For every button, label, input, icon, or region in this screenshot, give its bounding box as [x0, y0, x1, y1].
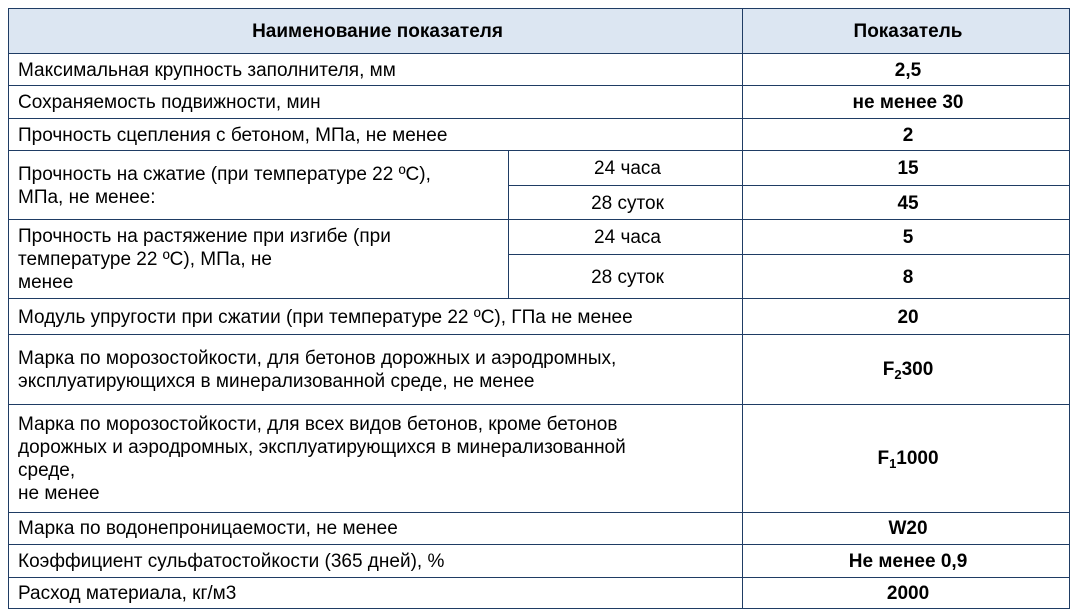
row-sub-label: 28 суток	[509, 185, 743, 219]
row-name: Расход материала, кг/м3	[9, 578, 743, 609]
row-name	[9, 404, 743, 512]
row-name-line: Марка по морозостойкости, для всех видов бетонов, кроме бетонов	[18, 413, 618, 435]
row-name-line: не менее	[18, 482, 100, 504]
value-subscript: 1	[889, 456, 897, 472]
table-row	[9, 54, 1070, 86]
value-prefix: F	[882, 359, 895, 381]
row-value: W20	[743, 512, 1070, 544]
row-name: Максимальная крупность заполнителя, мм	[9, 54, 743, 86]
row-name-line: дорожных и аэродромных, эксплуатирующихся в минерализованной	[18, 436, 626, 458]
table-row	[9, 299, 1070, 335]
row-value: 2000	[743, 578, 1070, 609]
row-name-line: Прочность на сжатие (при температуре 22 ºС),	[18, 163, 431, 185]
row-value: 15	[743, 151, 1070, 185]
row-name	[9, 334, 743, 404]
row-name-line: Марка по морозостойкости, для бетонов дорожных и аэродромных,	[18, 347, 617, 369]
table-row	[9, 544, 1070, 577]
table-row	[9, 220, 1070, 254]
value-rest: 300	[901, 359, 934, 381]
row-value: не менее 30	[743, 86, 1070, 118]
row-value	[743, 404, 1070, 512]
table-row	[9, 86, 1070, 118]
row-name-line: МПа, не менее:	[18, 186, 156, 208]
row-value: 20	[743, 299, 1070, 335]
row-name-line: Прочность на растяжение при изгибе (при	[18, 226, 391, 248]
row-value: 2,5	[743, 54, 1070, 86]
row-name: Сохраняемость подвижности, мин	[9, 86, 743, 118]
row-name-line: менее	[18, 272, 74, 294]
table-row	[9, 151, 1070, 185]
header-row	[9, 9, 1070, 54]
row-name	[9, 151, 509, 220]
row-name: Модуль упругости при сжатии (при температуре 22 ºС), ГПа не менее	[9, 299, 743, 335]
row-name	[9, 220, 509, 299]
row-value: 2	[743, 118, 1070, 150]
row-value: 5	[743, 220, 1070, 254]
header-name: Наименование показателя	[9, 9, 743, 54]
table-row	[9, 118, 1070, 150]
row-name-line: эксплуатирующихся в минерализованной среде, не менее	[18, 370, 535, 392]
row-sub-label: 24 часа	[509, 220, 743, 254]
row-sub-label: 24 часа	[509, 151, 743, 185]
row-value: Не менее 0,9	[743, 544, 1070, 577]
table-row	[9, 578, 1070, 609]
table-row	[9, 512, 1070, 544]
table-row	[9, 334, 1070, 404]
row-name-line: среде,	[18, 459, 76, 481]
row-value: 45	[743, 185, 1070, 219]
properties-table	[8, 8, 1070, 609]
header-value: Показатель	[743, 9, 1070, 54]
value-subscript: 2	[894, 367, 902, 383]
row-name-line: температуре 22 ºС), МПа, не	[18, 249, 272, 271]
row-sub-label: 28 суток	[509, 254, 743, 299]
row-name: Прочность сцепления с бетоном, МПа, не менее	[9, 118, 743, 150]
table-row	[9, 404, 1070, 512]
row-name: Марка по водонепроницаемости, не менее	[9, 512, 743, 544]
value-rest: 1000	[896, 448, 939, 470]
value-prefix: F	[877, 448, 890, 470]
row-value: 8	[743, 254, 1070, 299]
row-value	[743, 334, 1070, 404]
row-name: Коэффициент сульфатостойкости (365 дней), %	[9, 544, 743, 577]
